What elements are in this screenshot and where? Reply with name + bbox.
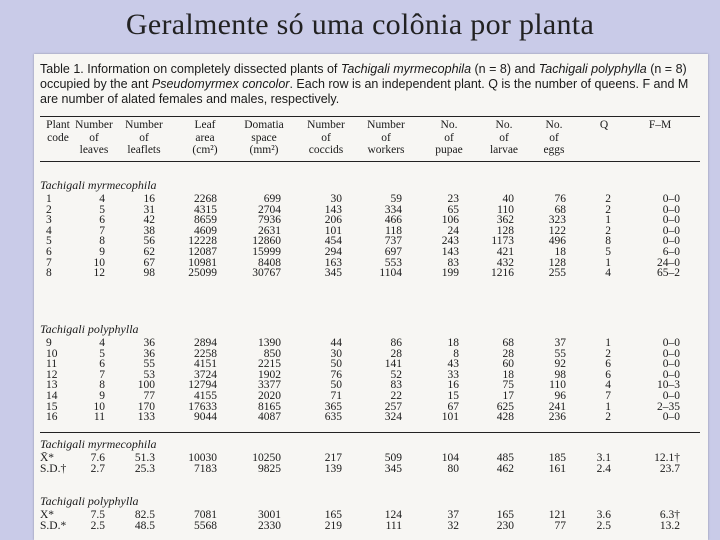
column-header-line: workers [367,144,405,156]
table-cell: 18 [554,246,566,258]
table-cell: 56 [143,235,155,248]
table-cell: 199 [441,267,459,280]
table-cell: 0–0 [662,224,680,237]
table-cell: 17633 [188,400,217,413]
row-code-cell: 8 [46,267,52,280]
column-header [354,119,418,157]
table-cell: 230 [496,519,514,532]
table-cell: 0–0 [662,347,680,360]
column-header-line: (mm²) [249,144,279,156]
group-label: Tachigali polyphylla [40,322,139,336]
table-cell: 28 [502,347,514,360]
table-cell: 7081 [194,509,217,521]
caption-ant: Pseudomyrmex concolor [151,77,290,91]
row-code-cell: 15 [46,400,58,413]
row-code-cell: 12 [46,368,58,381]
column-header-line: Number [367,119,405,131]
table-cell: 0–0 [662,390,680,402]
table-cell: 30767 [252,267,281,280]
table-cell: 2.4 [596,462,611,475]
table-cell: 83 [447,256,459,269]
row-code-cell: 5 [46,235,52,248]
table-cell: 1 [605,337,611,349]
table-cell: 4315 [194,203,217,216]
table-cell: 98 [554,368,566,381]
row-code-cell: 2 [46,203,52,216]
table-cell: 10–3 [657,379,680,392]
table-cell: 77 [554,519,566,532]
column-header-line: F–M [648,119,672,131]
table-cell: 4609 [194,224,217,237]
table-cell: 0–0 [662,358,680,371]
table-cell: 6.3† [659,509,680,521]
table-cell: 365 [324,400,342,413]
row-code-cell: 14 [46,390,58,402]
table-cell: 10030 [188,452,217,464]
table-cell: 8 [453,347,459,360]
column-header-line: code [47,131,69,144]
table-cell: 10 [93,256,105,269]
table-cell: 8 [605,235,611,248]
table-cell: 4087 [258,411,281,424]
caption-species-1: Tachigali myrmecophila [340,62,472,76]
table-cell: 1902 [258,368,281,381]
table-cell: 96 [554,390,566,402]
table-cell: 2330 [258,519,281,532]
table-cell: 68 [554,203,566,216]
table-cell: 67 [143,256,155,269]
row-code-cell: 3 [46,214,52,227]
table-cell: 0–0 [662,368,680,381]
row-code-cell: 4 [46,224,52,237]
table-cell: 128 [496,224,514,237]
column-header [232,119,296,157]
table-cell: 7 [99,368,105,381]
table-cell: 7.5 [90,509,105,521]
table-cell: 12 [93,267,105,280]
column-header-line: Domatia [244,119,284,131]
table-cell: 850 [263,347,281,360]
table-cell: 2.7 [90,462,105,475]
caption-suffix: . Each row is an independent plant. Q is the number of queens. F and M are number of alated females and males, respectively. [40,77,689,106]
table-cell: 139 [324,462,342,475]
table-cell: 6–0 [662,246,680,258]
table-cell: 1104 [379,267,402,280]
table-cell: 2 [605,203,611,216]
table-cell: 12860 [252,235,281,248]
table-cell: 71 [330,390,342,402]
table-cell: 3724 [194,368,217,381]
row-code-cell: 10 [46,347,58,360]
row-code-cell: 7 [46,256,52,269]
table-cell: 75 [502,379,514,392]
table-cell: 12228 [188,235,217,248]
table-cell: 2704 [258,203,281,216]
table-cell: 25.3 [134,462,155,475]
table-cell: 1216 [491,267,514,280]
column-header [112,119,176,157]
table-cell: 38 [143,224,155,237]
table-cell: 257 [384,400,402,413]
column-header-line: of [139,131,149,144]
column-header-line: space [251,131,277,144]
group-label: Tachigali myrmecophila [40,178,157,192]
table-cell: 18 [502,368,514,381]
table-cell: 4 [605,267,611,280]
table-cell: 9 [99,246,105,258]
table-cell: 3001 [258,509,281,521]
table-cell: 36 [143,347,155,360]
column-header-line: Number [125,119,163,131]
table-cell: 185 [548,452,566,464]
table-rule [40,116,700,117]
column-header-line: of [89,131,99,144]
table-cell: 2631 [258,224,281,237]
table-cell: 67 [447,400,459,413]
column-header-line: area [195,131,215,144]
table-cell: 104 [441,452,459,464]
table-cell: 17 [502,390,514,402]
table-cell: 243 [441,235,459,248]
table-cell: 1 [605,214,611,227]
table-rule [40,432,700,433]
table-cell: 5 [99,203,105,216]
table-cell: 83 [390,379,402,392]
row-code-cell: 13 [46,379,58,392]
table-cell: 3.1 [596,452,611,464]
column-header-line: of [381,131,391,144]
table-cell: 40 [502,193,514,205]
table-cell: 2–35 [657,400,680,413]
column-header [173,119,237,157]
table-cell: 86 [390,337,402,349]
table-cell: 509 [384,452,402,464]
table-cell: 2.5 [90,519,105,532]
column-header-line: Number [307,119,345,131]
table-cell: 43 [447,358,459,371]
table-rule [40,161,700,162]
table-cell: 206 [324,214,342,227]
table-cell: 3.6 [596,509,611,521]
row-code-cell: 11 [46,358,58,371]
table-cell: 98 [143,267,155,280]
table-cell: 362 [496,214,514,227]
table-cell: 0–0 [662,235,680,248]
table-cell: 737 [384,235,402,248]
row-code-cell: 1 [46,193,52,205]
table-cell: 12.1† [654,452,680,464]
table-cell: 6 [605,358,611,371]
column-header [572,119,636,132]
table-cell: 5568 [194,519,217,532]
table-cell: 25099 [188,267,217,280]
column-header-line: No. [495,119,513,131]
table-cell: 9 [99,390,105,402]
table-cell: 53 [143,368,155,381]
column-header-line: eggs [543,144,565,156]
table-cell: 236 [548,411,566,424]
table-cell: 485 [496,452,514,464]
column-header [294,119,358,157]
table-cell: 33 [447,368,459,381]
table-caption [40,62,700,107]
column-header-line: of [321,131,331,144]
table-cell: 12087 [188,246,217,258]
table-cell: 5 [605,246,611,258]
table-cell: 10981 [188,256,217,269]
table-cell: 428 [496,411,514,424]
table-cell: 9825 [258,462,281,475]
table-cell: 4 [99,337,105,349]
table-cell: 13.2 [659,519,680,532]
column-header-line: Plant [46,119,70,131]
table-cell: 55 [143,358,155,371]
table-cell: 77 [143,390,155,402]
table-cell: 11 [93,411,105,424]
table-cell: 7.6 [90,452,105,464]
group-label: Tachigali polyphylla [40,494,139,508]
table-cell: 30 [330,347,342,360]
table-cell: 12794 [188,379,217,392]
table-cell: 16 [143,193,155,205]
table-cell: 8165 [258,400,281,413]
table-cell: 5 [99,347,105,360]
row-code-cell: X* [40,509,55,521]
table-cell: 76 [554,193,566,205]
row-code-cell: S.D.* [40,519,67,532]
table-cell: 128 [548,256,566,269]
column-header-line: of [499,131,509,144]
table-cell: 0–0 [662,214,680,227]
table-cell: 294 [324,246,342,258]
table-cell: 217 [324,452,342,464]
table-cell: 22 [390,390,402,402]
table-cell: 2.5 [596,519,611,532]
table-cell: 100 [137,379,155,392]
column-header-line: coccids [308,144,344,156]
table-cell: 24 [447,224,459,237]
table-cell: 2268 [194,193,217,205]
table-cell: 118 [385,224,402,237]
scanned-table-page [34,54,708,540]
column-header-line: leaves [79,144,109,156]
column-header-line: of [444,131,454,144]
table-cell: 2020 [258,390,281,402]
table-cell: 15999 [252,246,281,258]
table-cell: 2258 [194,347,217,360]
caption-mid-1: (n = 8) and [471,62,539,76]
table-cell: 2215 [258,358,281,371]
row-code-cell: 6 [46,246,52,258]
caption-species-2: Tachigali polyphylla [538,62,647,76]
table-cell: 345 [384,462,402,475]
table-cell: 101 [441,411,459,424]
column-header-line: Leaf [194,119,216,131]
table-cell: 68 [502,337,514,349]
table-cell: 16 [447,379,459,392]
table-cell: 1 [605,400,611,413]
caption-mid-2: (n = 8) occupied by the ant [40,62,687,91]
table-cell: 50 [330,379,342,392]
table-cell: 697 [384,246,402,258]
table-cell: 4151 [194,358,217,371]
table-cell: 65–2 [657,267,680,280]
table-cell: 345 [324,267,342,280]
table-cell: 23 [447,193,459,205]
table-cell: 37 [447,509,459,521]
table-cell: 30 [330,193,342,205]
table-cell: 324 [384,411,402,424]
table-cell: 0–0 [662,411,680,424]
table-cell: 28 [390,347,402,360]
table-cell: 110 [497,203,514,216]
table-cell: 0–0 [662,337,680,349]
row-code-cell: 9 [46,337,52,349]
table-cell: 18 [447,337,459,349]
slide-title: Geralmente só uma colônia por planta [125,8,595,41]
column-header-line: larvae [489,144,519,156]
table-cell: 635 [324,411,342,424]
table-cell: 625 [496,400,514,413]
table-cell: 3377 [258,379,281,392]
caption-prefix: Table 1. Information on completely dissected plants of [40,62,341,76]
table-cell: 44 [330,337,342,349]
table-cell: 7936 [258,214,281,227]
table-cell: 163 [324,256,342,269]
table-cell: 62 [143,246,155,258]
table-cell: 23.7 [659,462,680,475]
table-cell: 7 [99,224,105,237]
table-cell: 165 [324,509,342,521]
column-header-line: (cm²) [192,144,218,156]
table-cell: 219 [324,519,342,532]
table-cell: 55 [554,347,566,360]
table-cell: 52 [390,368,402,381]
table-cell: 141 [384,358,402,371]
table-cell: 421 [496,246,514,258]
table-cell: 6 [605,368,611,381]
column-header-line: pupae [435,144,463,156]
table-cell: 80 [447,462,459,475]
table-cell: 1390 [258,337,281,349]
table-cell: 553 [384,256,402,269]
table-cell: 496 [548,235,566,248]
table-cell: 8659 [194,214,217,227]
table-cell: 50 [330,358,342,371]
table-cell: 60 [502,358,514,371]
table-cell: 37 [554,337,566,349]
table-cell: 143 [441,246,459,258]
table-cell: 2894 [194,337,217,349]
table-cell: 8 [99,235,105,248]
column-header [628,119,692,132]
table-cell: 7183 [194,462,217,475]
table-cell: 170 [137,400,155,413]
table-cell: 6 [99,358,105,371]
table-cell: 0–0 [662,203,680,216]
table-cell: 699 [263,193,281,205]
table-cell: 8408 [258,256,281,269]
table-cell: 161 [548,462,566,475]
table-cell: 0–0 [662,193,680,205]
table-cell: 31 [143,203,155,216]
table-cell: 76 [330,368,342,381]
row-code-cell: X̄* [40,452,55,464]
table-cell: 82.5 [134,509,155,521]
table-cell: 42 [143,214,155,227]
table-cell: 122 [548,224,566,237]
table-cell: 121 [548,509,566,521]
table-cell: 2 [605,224,611,237]
table-cell: 124 [384,509,402,521]
table-cell: 462 [496,462,514,475]
table-cell: 8 [99,379,105,392]
table-cell: 6 [99,214,105,227]
column-header-line: Q [599,119,609,131]
table-cell: 1173 [491,235,514,248]
table-cell: 323 [548,214,566,227]
table-cell: 110 [549,379,566,392]
table-cell: 15 [447,390,459,402]
table-cell: 111 [385,519,402,532]
table-cell: 65 [447,203,459,216]
table-cell: 36 [143,337,155,349]
table-cell: 9044 [194,411,217,424]
table-cell: 101 [324,224,342,237]
table-cell: 334 [384,203,402,216]
column-header-line: No. [440,119,458,131]
table-cell: 133 [137,411,155,424]
group-label: Tachigali myrmecophila [40,437,157,451]
table-cell: 4155 [194,390,217,402]
table-cell: 165 [496,509,514,521]
table-cell: 7 [605,390,611,402]
column-header-line: leaflets [127,144,161,156]
table-cell: 432 [496,256,514,269]
table-cell: 106 [441,214,459,227]
table-cell: 466 [384,214,402,227]
table-cell: 24–0 [657,256,680,269]
table-cell: 59 [390,193,402,205]
column-header-line: No. [545,119,563,131]
table-cell: 10 [93,400,105,413]
table-cell: 4 [99,193,105,205]
table-cell: 4 [605,379,611,392]
column-header-line: of [549,131,559,144]
row-code-cell: S.D.† [40,462,67,475]
table-cell: 10250 [252,452,281,464]
column-header-line: Number [75,119,113,131]
table-cell: 143 [324,203,342,216]
table-cell: 454 [324,235,342,248]
table-cell: 92 [554,358,566,371]
table-cell: 32 [447,519,459,532]
table-cell: 2 [605,347,611,360]
table-cell: 2 [605,411,611,424]
table-cell: 241 [548,400,566,413]
table-cell: 51.3 [134,452,155,464]
table-cell: 2 [605,193,611,205]
row-code-cell: 16 [46,411,58,424]
table-cell: 255 [548,267,566,280]
table-cell: 48.5 [134,519,155,532]
table-cell: 1 [605,256,611,269]
